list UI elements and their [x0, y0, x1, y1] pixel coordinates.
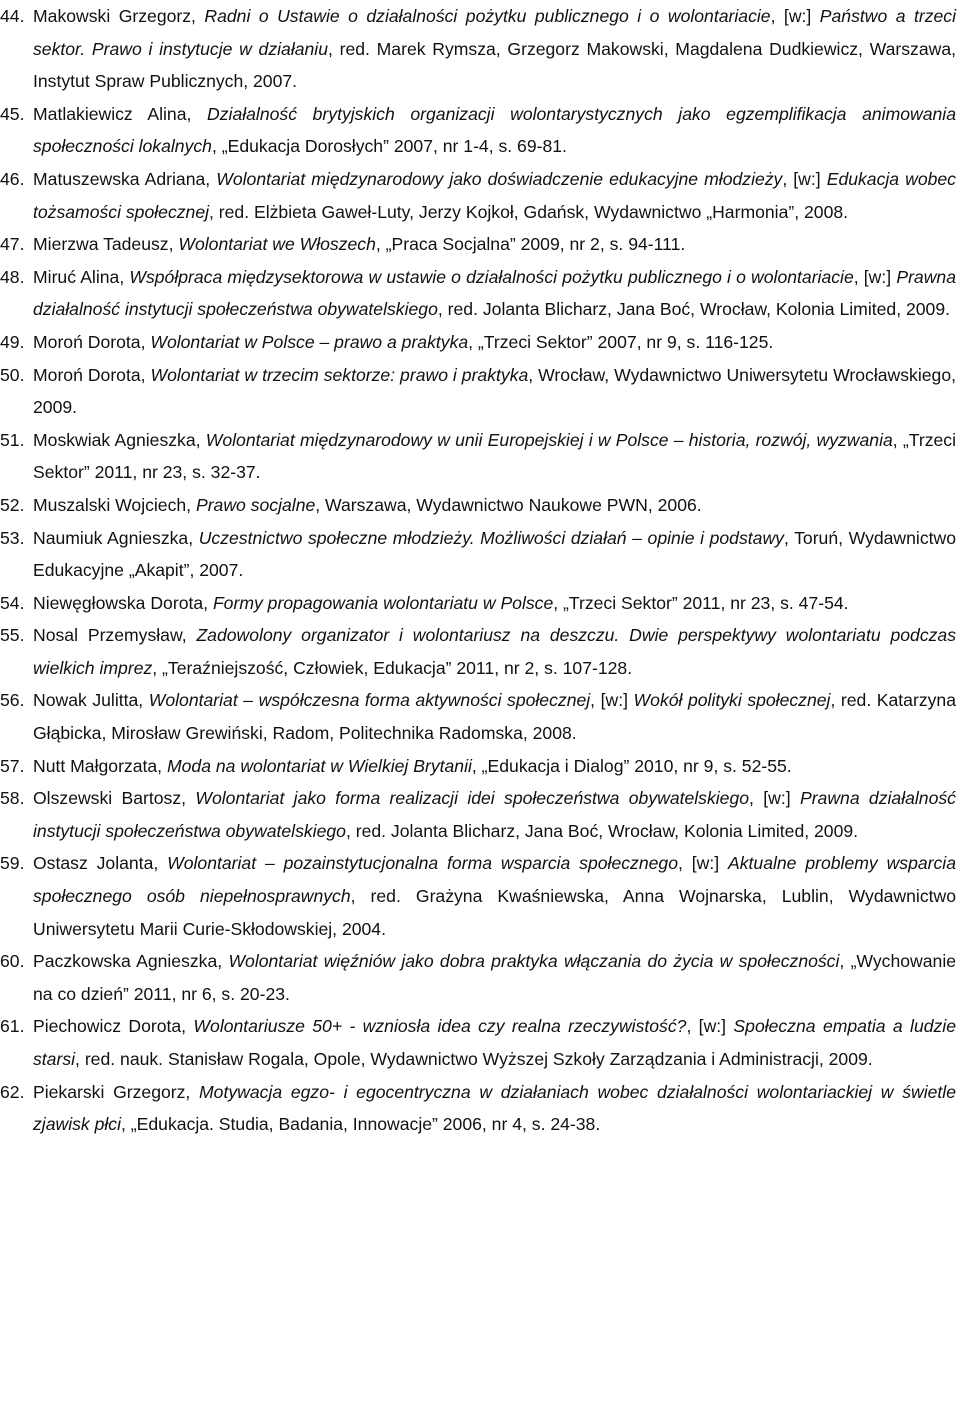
entry-text: , [w:] [686, 1016, 734, 1037]
bibliography-entry [0, 489, 956, 522]
bibliography-entry [0, 522, 956, 587]
bibliography-entry [0, 945, 956, 1010]
entry-title-text: Wolontariusze 50+ - wzniosła idea czy realna rzeczywistość? [193, 1016, 687, 1037]
entry-text: Matuszewska Adriana, [33, 168, 217, 189]
entry-title-text: Motywacja egzo- i egocentryczna w działaniach wobec działalności wolontariackiej w świetle zjawisk płci [33, 1081, 956, 1135]
entry-text: Piechowicz Dorota, [33, 1016, 194, 1037]
entry-number: 62. [0, 1081, 25, 1102]
entry-text: Nosal Przemysław, [33, 625, 197, 646]
entry-text: , „Trzeci Sektor” 2011, nr 23, s. 32-37. [33, 429, 956, 483]
entry-text: Nutt Małgorzata, [33, 755, 167, 776]
entry-number: 58. [0, 788, 25, 809]
entry-text: , red. Jolanta Blicharz, Jana Boć, Wrocław, Kolonia Limited, 2009. [437, 299, 950, 320]
entry-title-text: Wolontariat międzynarodowy jako doświadczenie edukacyjne młodzieży [216, 168, 783, 189]
entry-text: , „Edukacja i Dialog” 2010, nr 9, s. 52-55. [471, 755, 792, 776]
bibliography-entry [0, 750, 956, 783]
entry-title-text: Aktualne problemy wsparcia społecznego osób niepełnosprawnych [33, 853, 956, 907]
entry-text: Piekarski Grzegorz, [33, 1081, 200, 1102]
entry-title-text: Państwo a trzeci sektor. Prawo i instytucje w działaniu [33, 6, 956, 59]
entry-text: Moskwiak Agnieszka, [33, 429, 206, 450]
entry-title-text: Wolontariat – pozainstytucjonalna forma wsparcia społecznego [167, 853, 678, 874]
bibliography-entry [0, 847, 956, 945]
entry-text: Olszewski Bartosz, [33, 788, 196, 809]
entry-text: , [w:] [770, 6, 820, 26]
bibliography-entry [0, 782, 956, 847]
entry-text: Muszalski Wojciech, [33, 494, 196, 515]
entry-text: Matlakiewicz Alina, [33, 103, 208, 124]
bibliography-entry [0, 228, 956, 261]
entry-text: , „Praca Socjalna” 2009, nr 2, s. 94-111. [375, 234, 686, 255]
entry-number: 47. [0, 234, 25, 255]
entry-title-text: Radni o Ustawie o działalności pożytku publicznego i o wolontariacie [204, 6, 771, 26]
entry-text: Naumiuk Agnieszka, [33, 527, 199, 548]
bibliography-entry [0, 359, 956, 424]
entry-title-text: Wolontariat międzynarodowy w unii Europejskiej i w Polsce – historia, rozwój, wyzwania [205, 429, 893, 450]
entry-text: Miruć Alina, [33, 266, 130, 287]
entry-number: 54. [0, 592, 25, 613]
entry-title-text: Wolontariat więźniów jako dobra praktyka włączania do życia w społeczności [228, 951, 840, 972]
entry-number: 61. [0, 1016, 25, 1037]
entry-text: , „Edukacja Dorosłych” 2007, nr 1-4, s. 69-81. [211, 136, 567, 157]
entry-text: , „Wychowanie na co dzień” 2011, nr 6, s. 20-23. [33, 951, 957, 1004]
bibliography-entry [0, 619, 956, 684]
entry-number: 45. [0, 103, 25, 124]
bibliography-entry [0, 424, 956, 489]
entry-text: Mierzwa Tadeusz, [33, 234, 179, 255]
entry-number: 51. [0, 429, 25, 450]
entry-text: , [w:] [782, 168, 827, 189]
bibliography-entry [0, 163, 956, 228]
entry-number: 55. [0, 625, 25, 646]
entry-text: Ostasz Jolanta, [33, 853, 168, 874]
entry-title-text: Działalność brytyjskich organizacji wolontarystycznych jako egzemplifikacja animowania społeczności lokalnych [33, 103, 956, 157]
entry-title-text: Prawna działalność instytucji społeczeństwa obywatelskiego [33, 788, 956, 841]
entry-title-text: Formy propagowania wolontariatu w Polsce [212, 592, 554, 613]
entry-text: , [w:] [749, 788, 800, 809]
bibliography-entry [0, 1076, 956, 1141]
entry-number: 56. [0, 690, 25, 711]
bibliography-entry [0, 0, 956, 98]
entry-text: , [w:] [677, 853, 728, 874]
entry-text: , Warszawa, Wydawnictwo Naukowe PWN, 2006. [315, 494, 702, 515]
entry-number: 46. [0, 168, 25, 189]
entry-number: 44. [0, 6, 25, 26]
bibliography-entry [0, 261, 956, 326]
entry-number: 57. [0, 755, 25, 776]
entry-text: , red. Katarzyna Głąbicka, Mirosław Grewiński, Radom, Politechnika Radomska, 2008. [33, 690, 956, 744]
entry-number: 50. [0, 364, 25, 385]
entry-text: , Toruń, Wydawnictwo Edukacyjne „Akapit”, 2007. [33, 527, 957, 581]
entry-number: 60. [0, 951, 25, 972]
entry-number: 52. [0, 494, 25, 515]
entry-text: , „Teraźniejszość, Człowiek, Edukacja” 2011, nr 2, s. 107-128. [152, 657, 633, 678]
entry-title-text: Prawna działalność instytucji społeczeństwa obywatelskiego [33, 266, 956, 320]
entry-title-text: Wolontariat we Włoszech [178, 234, 376, 255]
entry-number: 59. [0, 853, 25, 874]
entry-title-text: Edukacja wobec tożsamości społecznej [33, 168, 956, 222]
entry-text: , [w:] [853, 266, 897, 287]
entry-text: Niewęgłowska Dorota, [33, 592, 213, 613]
entry-text: Paczkowska Agnieszka, [33, 951, 229, 972]
entry-title-text: Moda na wolontariat w Wielkiej Brytanii [166, 755, 472, 776]
bibliography-entry [0, 98, 956, 163]
entry-text: , red. Marek Rymsza, Grzegorz Makowski, Magdalena Dudkiewicz, Warszawa, Instytut Spraw Publicznych, 2007. [33, 38, 957, 92]
entry-text: , red. Jolanta Blicharz, Jana Boć, Wrocław, Kolonia Limited, 2009. [345, 820, 859, 841]
entry-text: , „Trzeci Sektor” 2007, nr 9, s. 116-125. [468, 331, 774, 352]
entry-text: , „Edukacja. Studia, Badania, Innowacje” 2006, nr 4, s. 24-38. [121, 1114, 601, 1135]
entry-text: Moroń Dorota, [33, 364, 151, 385]
entry-title-text: Uczestnictwo społeczne młodzieży. Możliwości działań – opinie i podstawy [198, 527, 784, 548]
entry-title-text: Społeczna empatia a ludzie starsi [33, 1016, 957, 1069]
bibliography-entry [0, 1010, 956, 1075]
entry-text: Moroń Dorota, [33, 331, 151, 352]
entry-title-text: Wokół polityki społecznej [633, 690, 831, 711]
bibliography-entry [0, 684, 956, 749]
entry-title-text: Współpraca międzysektorowa w ustawie o działalności pożytku publicznego i o wolontariacie [129, 266, 854, 287]
entry-number: 48. [0, 266, 25, 287]
entry-title-text: Wolontariat w Polsce – prawo a praktyka [150, 331, 469, 352]
entry-title-text: Wolontariat jako forma realizacji idei społeczeństwa obywatelskiego [195, 788, 750, 809]
entry-text: , „Trzeci Sektor” 2011, nr 23, s. 47-54. [553, 592, 849, 613]
entry-title-text: Wolontariat w trzecim sektorze: prawo i praktyka [150, 364, 529, 385]
entry-text: , red. nauk. Stanisław Rogala, Opole, Wydawnictwo Wyższej Szkoły Zarządzania i Administracji, 2009. [75, 1049, 873, 1069]
entry-number: 49. [0, 331, 25, 352]
entry-text: Makowski Grzegorz, [33, 6, 205, 26]
bibliography-entry [0, 326, 956, 359]
entry-text: , [w:] [590, 690, 634, 711]
bibliography-entry [0, 587, 956, 620]
entry-title-text: Wolontariat – współczesna forma aktywności społecznej [148, 690, 591, 711]
entry-title-text: Prawo socjalne [195, 494, 316, 515]
entry-text: , Wrocław, Wydawnictwo Uniwersytetu Wrocławskiego, 2009. [33, 364, 956, 418]
entry-title-text: Zadowolony organizator i wolontariusz na deszczu. Dwie perspektywy wolontariatu podczas wielkich imprez [33, 625, 957, 678]
entry-text: Nowak Julitta, [33, 690, 149, 711]
entry-number: 53. [0, 527, 25, 548]
entry-text: , red. Grażyna Kwaśniewska, Anna Wojnarska, Lublin, Wydawnictwo Uniwersytetu Marii Curie-Skłodowskiej, 2004. [33, 886, 957, 939]
entry-text: , red. Elżbieta Gaweł-Luty, Jerzy Kojkoł, Gdańsk, Wydawnictwo „Harmonia”, 2008. [209, 201, 849, 222]
